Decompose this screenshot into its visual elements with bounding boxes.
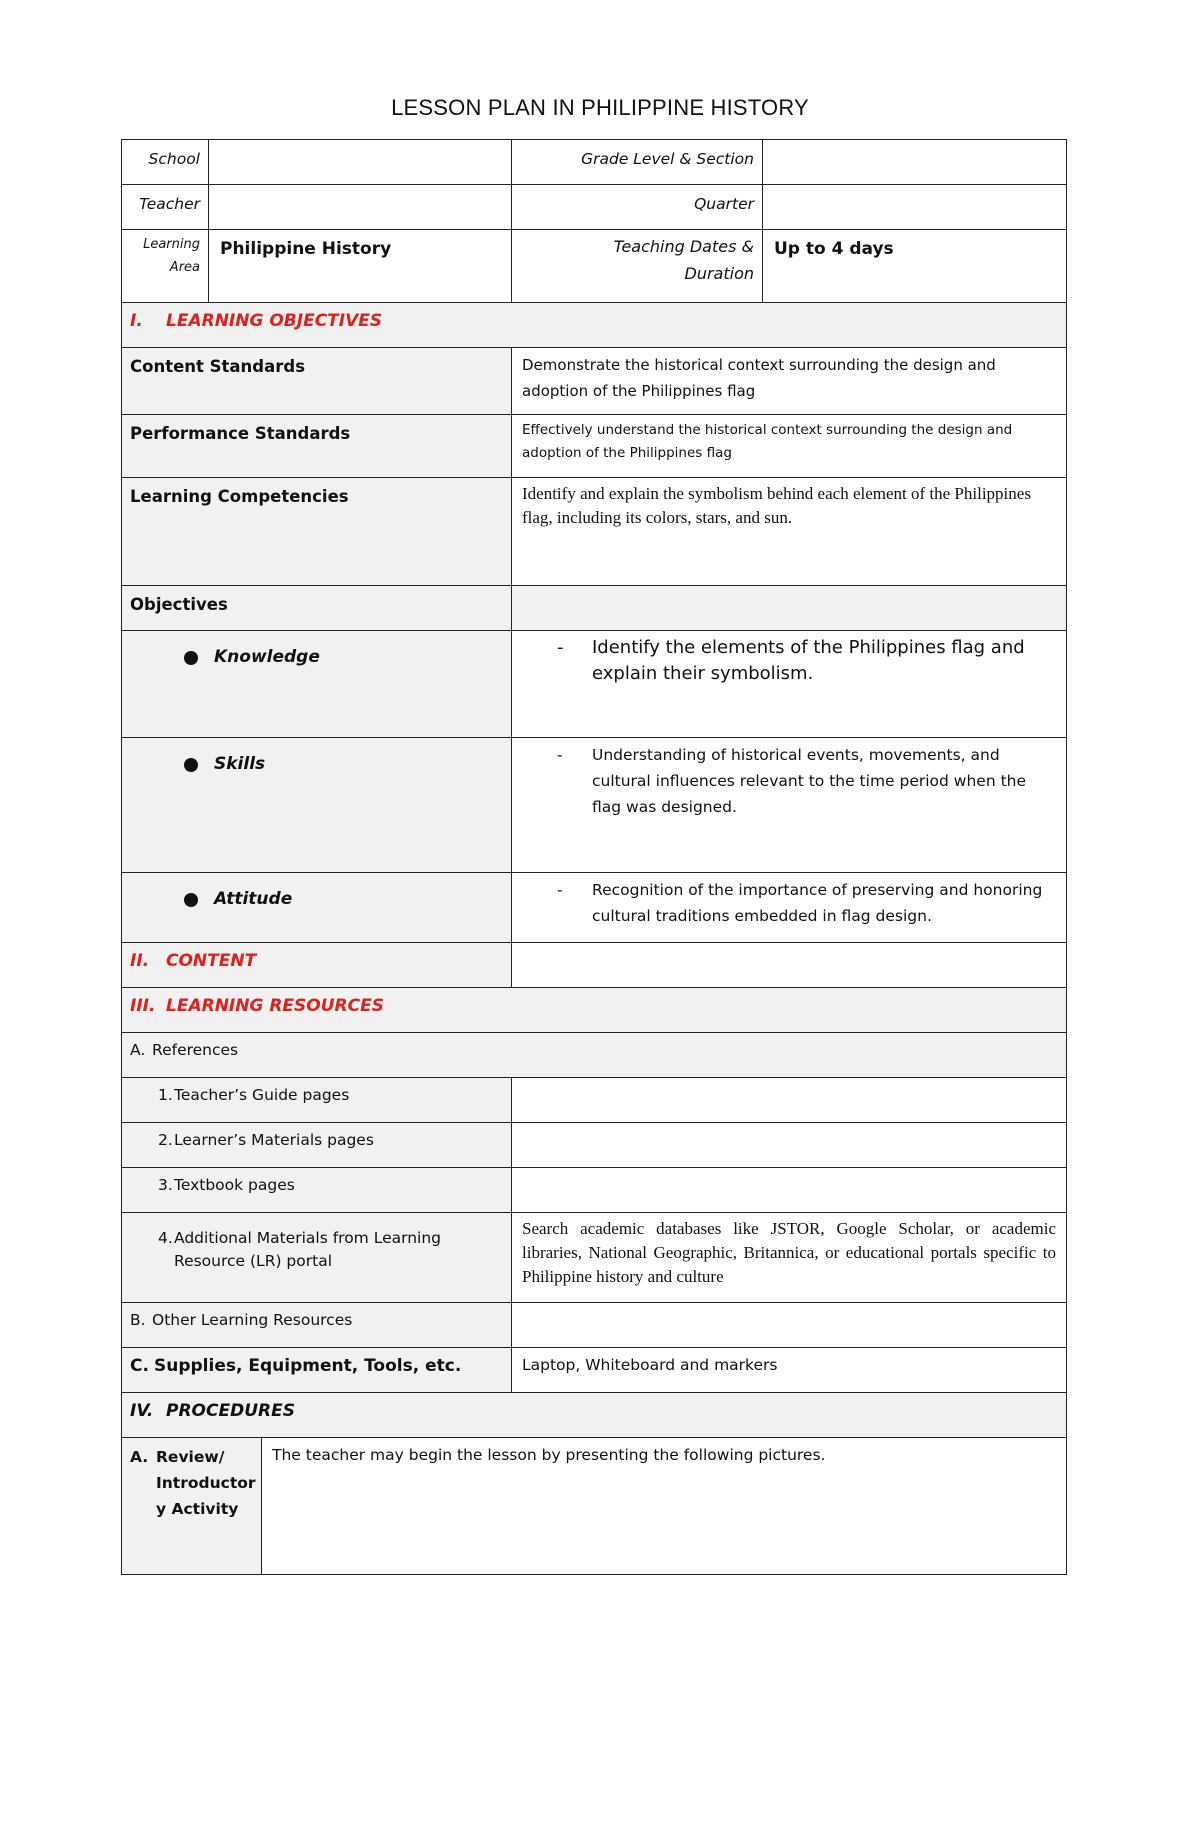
competencies-value: Identify and explain the symbolism behind each element of the Philippines flag, including its colors, stars, and sun.	[522, 484, 1031, 527]
attitude-value-cell	[511, 872, 1067, 943]
review-letter: A.	[130, 1448, 149, 1466]
section-3-num: III.	[130, 996, 156, 1016]
section-1-title: LEARNING OBJECTIVES	[166, 311, 383, 331]
skills-value-cell	[511, 737, 1067, 873]
other-resources-letter: B.	[130, 1311, 146, 1329]
textbook-label: Textbook pages	[174, 1176, 295, 1194]
performance-standards-label-cell	[121, 414, 512, 478]
section-learning-resources	[121, 987, 1067, 1033]
review-label-cell	[121, 1437, 262, 1575]
dates-label-2: Duration	[684, 264, 754, 283]
section-2-title: CONTENT	[166, 951, 257, 971]
content-standards-value: Demonstrate the historical context surrounding the design and adoption of the Philippines flag	[522, 356, 996, 400]
additional-materials-label-1: Additional Materials from Learning	[174, 1229, 441, 1247]
document-title: LESSON PLAN IN PHILIPPINE HISTORY	[391, 95, 809, 120]
review-value-cell	[261, 1437, 1067, 1575]
section-content	[121, 942, 512, 988]
learners-materials-label: Learner’s Materials pages	[174, 1131, 374, 1149]
learners-materials-label-cell	[121, 1122, 512, 1168]
school-value-cell[interactable]	[208, 139, 512, 185]
learning-area-value-cell	[208, 229, 512, 303]
textbook-value-cell	[511, 1167, 1067, 1213]
competencies-label: Learning Competencies	[130, 487, 349, 506]
dash-marker: -	[557, 637, 564, 658]
section-3-title: LEARNING RESOURCES	[166, 996, 384, 1016]
additional-materials-value: Search academic databases like JSTOR, Google Scholar, or academic libraries, National Geographic, Britannica, or educational portals specific to Philippine history and culture	[522, 1219, 1056, 1286]
references-row	[121, 1032, 1067, 1078]
supplies-value-cell	[511, 1347, 1067, 1393]
teacher-value-cell[interactable]	[208, 184, 512, 230]
objectives-label: Objectives	[130, 595, 228, 614]
grade-value-cell[interactable]	[762, 139, 1067, 185]
attitude-value: Recognition of the importance of preserving and honoring cultural traditions embedded in flag design.	[592, 881, 1043, 925]
dates-label-cell	[511, 229, 763, 303]
quarter-value-cell[interactable]	[762, 184, 1067, 230]
textbook-num: 3.	[158, 1176, 173, 1194]
additional-materials-num: 4.	[158, 1229, 173, 1247]
content-standards-value-cell	[511, 347, 1067, 415]
additional-materials-value-cell	[511, 1212, 1067, 1303]
dash-marker: -	[557, 746, 563, 764]
teachers-guide-label-cell	[121, 1077, 512, 1123]
teachers-guide-label: Teacher’s Guide pages	[174, 1086, 350, 1104]
bullet-icon	[184, 758, 198, 772]
competencies-label-cell	[121, 477, 512, 586]
objectives-label-cell	[121, 585, 512, 631]
section-4-title: PROCEDURES	[166, 1401, 295, 1421]
dates-value: Up to 4 days	[774, 239, 894, 259]
additional-materials-label-cell	[121, 1212, 512, 1303]
learning-area-label-1: Learning	[143, 237, 200, 252]
teachers-guide-num: 1.	[158, 1086, 173, 1104]
teacher-label: Teacher	[139, 195, 200, 213]
dash-marker: -	[557, 881, 563, 899]
references-label: References	[152, 1041, 239, 1059]
performance-standards-label: Performance Standards	[130, 424, 351, 443]
content-standards-label: Content Standards	[130, 357, 306, 376]
section-procedures	[121, 1392, 1067, 1438]
attitude-label: Attitude	[214, 889, 293, 909]
bullet-icon	[184, 651, 198, 665]
learners-materials-value-cell	[511, 1122, 1067, 1168]
references-letter: A.	[130, 1041, 146, 1059]
review-label-2: Introductor	[156, 1474, 256, 1492]
school-label: School	[148, 150, 200, 168]
additional-materials-label-2: Resource (LR) portal	[174, 1252, 333, 1270]
performance-standards-value-cell	[511, 414, 1067, 478]
knowledge-value: Identify the elements of the Philippines flag and explain their symbolism.	[592, 637, 1025, 684]
skills-label-cell	[121, 737, 512, 873]
objectives-value-cell	[511, 585, 1067, 631]
school-label-cell	[121, 139, 209, 185]
grade-label: Grade Level & Section	[581, 150, 754, 168]
content-standards-label-cell	[121, 347, 512, 415]
skills-label: Skills	[214, 754, 266, 774]
review-label-3: y Activity	[156, 1500, 239, 1518]
teachers-guide-value-cell	[511, 1077, 1067, 1123]
knowledge-label-cell	[121, 630, 512, 738]
other-resources-label-cell	[121, 1302, 512, 1348]
review-value: The teacher may begin the lesson by presenting the following pictures.	[272, 1446, 826, 1464]
knowledge-label: Knowledge	[214, 647, 320, 667]
section-2-num: II.	[130, 951, 150, 971]
review-label-1: Review/	[156, 1448, 225, 1466]
content-value-cell	[511, 942, 1067, 988]
attitude-label-cell	[121, 872, 512, 943]
knowledge-value-cell	[511, 630, 1067, 738]
textbook-label-cell	[121, 1167, 512, 1213]
supplies-label: Supplies, Equipment, Tools, etc.	[154, 1356, 462, 1376]
section-4-num: IV.	[130, 1401, 154, 1421]
dates-label-1: Teaching Dates &	[613, 237, 754, 256]
learning-area-label-2: Area	[169, 260, 200, 275]
skills-value: Understanding of historical events, movements, and cultural influences relevant to the time period when the flag was designed.	[592, 746, 1027, 816]
other-resources-label: Other Learning Resources	[152, 1311, 353, 1329]
competencies-value-cell	[511, 477, 1067, 586]
learners-materials-num: 2.	[158, 1131, 173, 1149]
learning-area-value: Philippine History	[220, 239, 392, 259]
supplies-value: Laptop, Whiteboard and markers	[522, 1356, 778, 1374]
supplies-label-cell	[121, 1347, 512, 1393]
quarter-label-cell	[511, 184, 763, 230]
other-resources-value-cell	[511, 1302, 1067, 1348]
performance-standards-value: Effectively understand the historical context surrounding the design and adoption of the Philippines flag	[522, 422, 1013, 461]
grade-label-cell	[511, 139, 763, 185]
supplies-letter: C.	[130, 1356, 149, 1376]
teacher-label-cell	[121, 184, 209, 230]
section-learning-objectives	[121, 302, 1067, 348]
learning-area-label-cell	[121, 229, 209, 303]
quarter-label: Quarter	[694, 195, 754, 213]
section-1-num: I.	[130, 311, 143, 331]
dates-value-cell	[762, 229, 1067, 303]
bullet-icon	[184, 893, 198, 907]
